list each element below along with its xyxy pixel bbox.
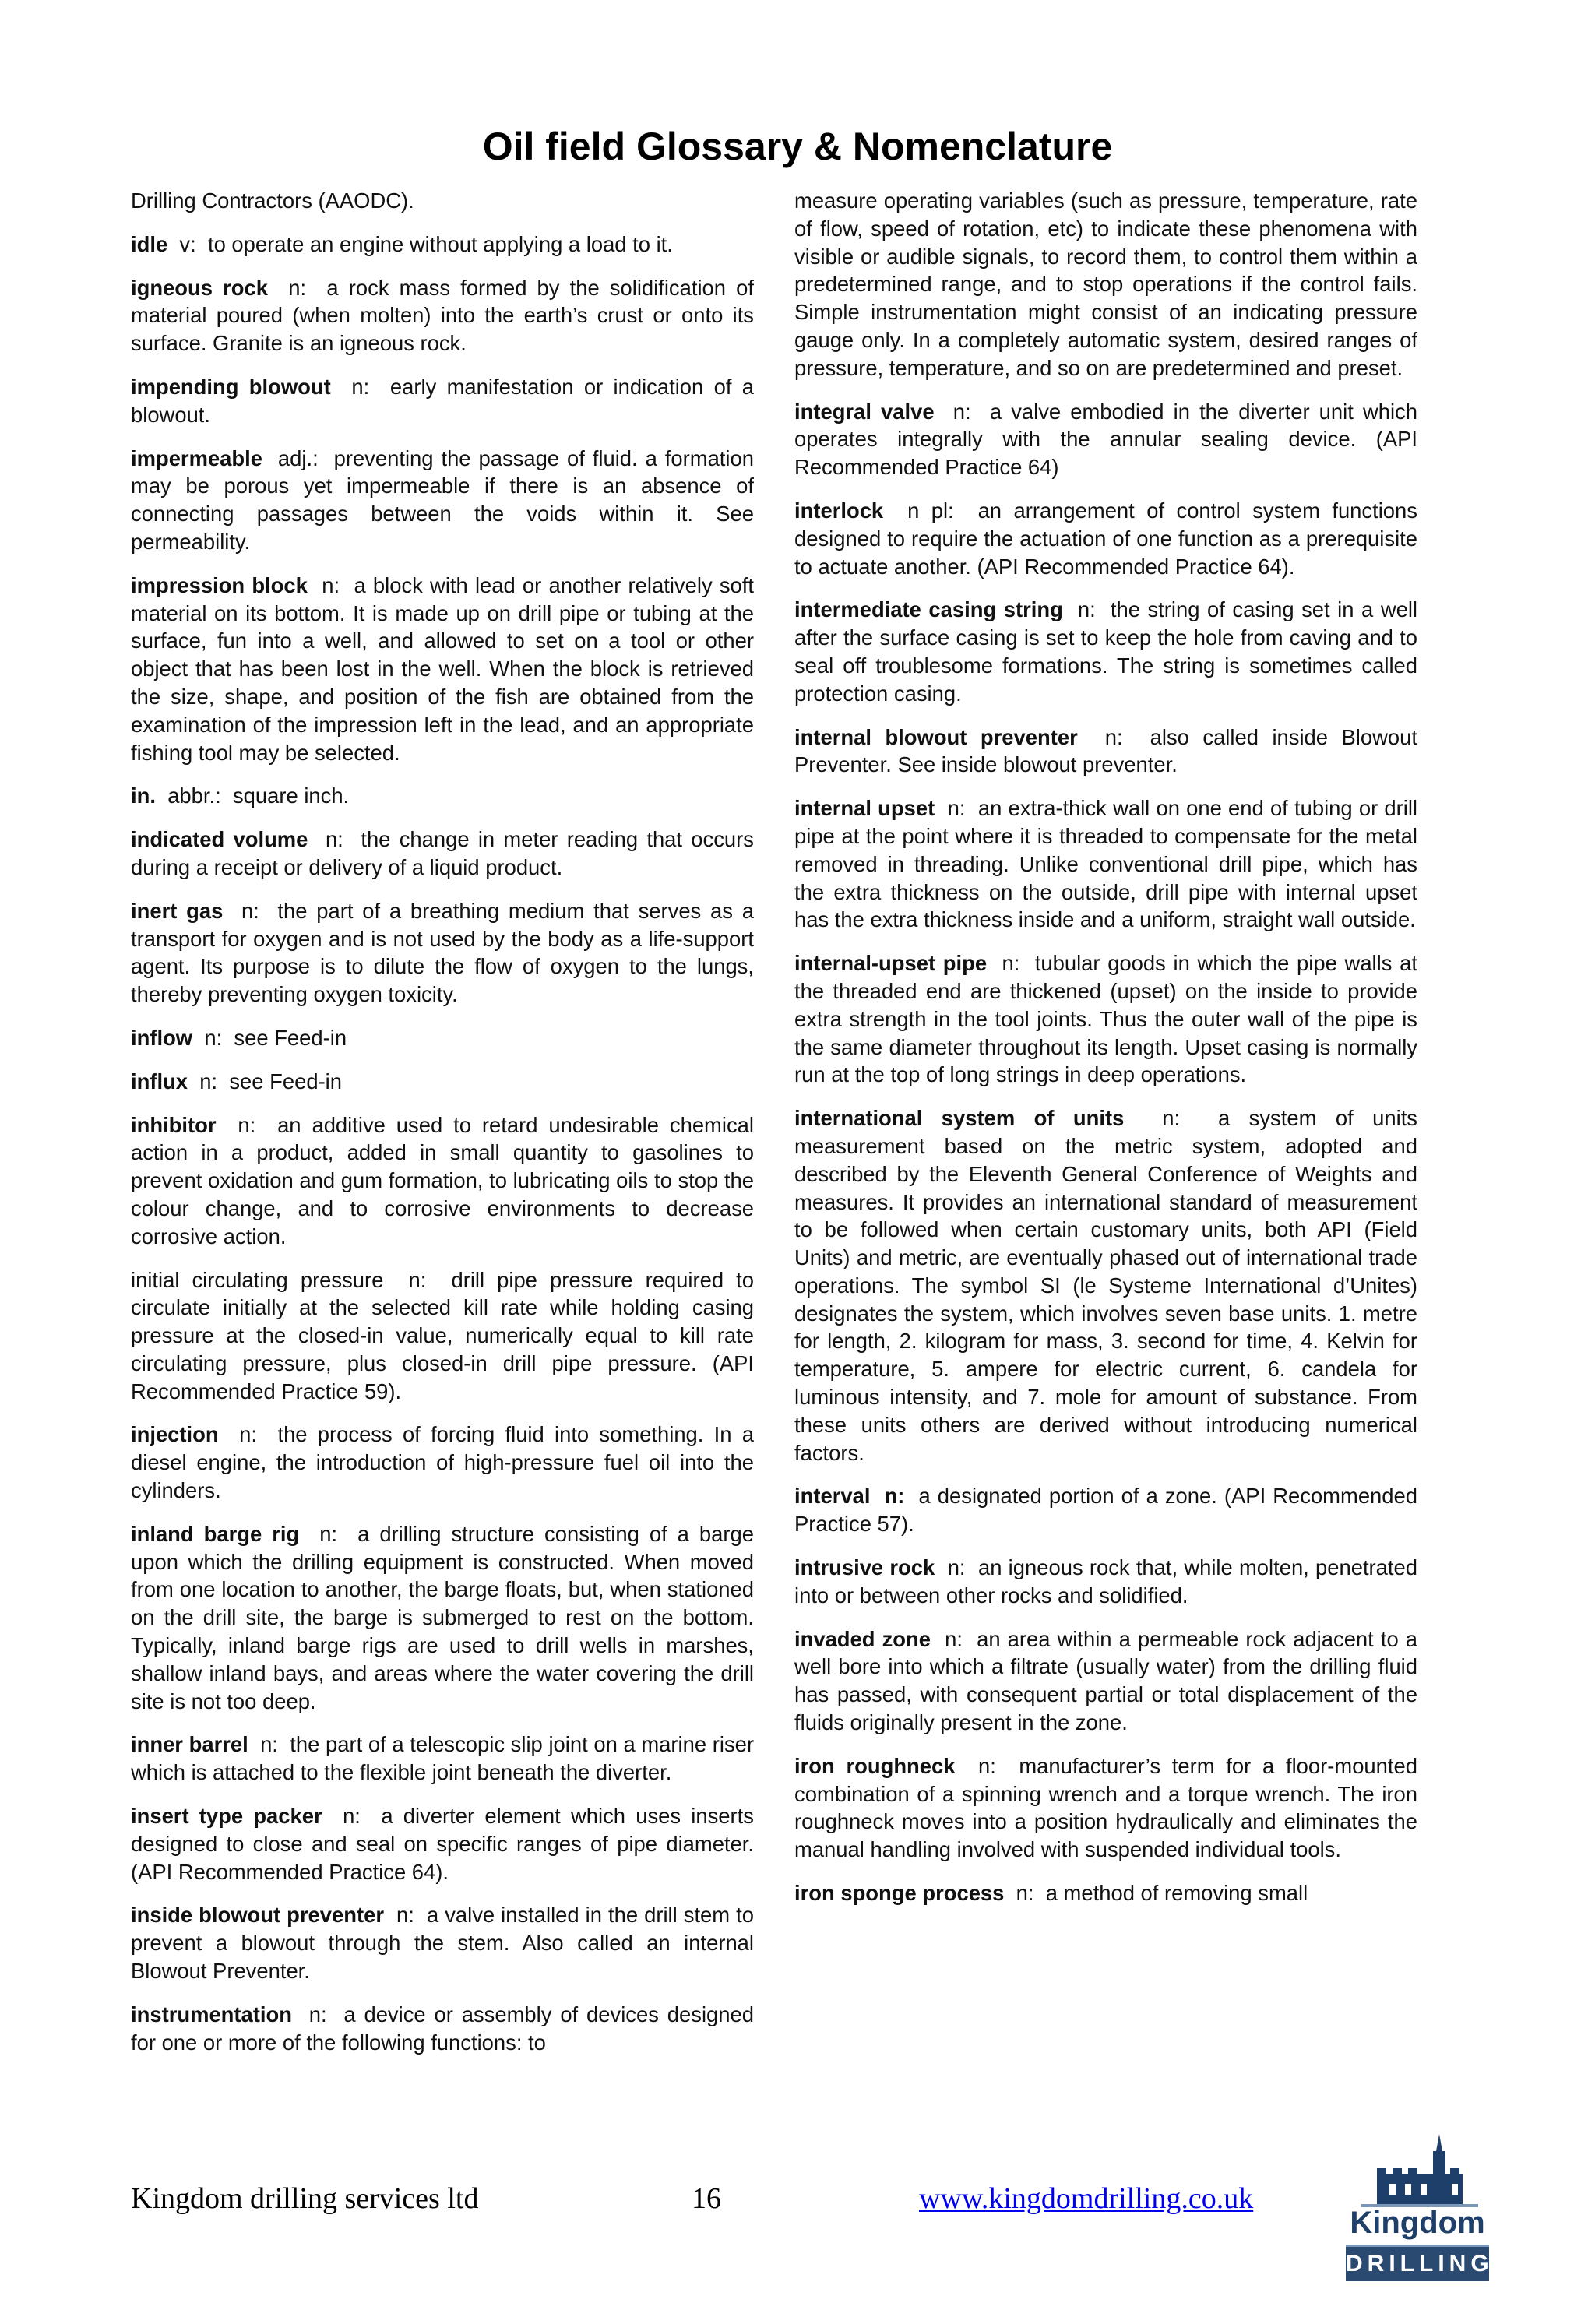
- part-of-speech: n:: [396, 1903, 414, 1928]
- footer-website-link[interactable]: www.kingdomdrilling.co.uk: [919, 2182, 1254, 2215]
- glossary-term: influx: [131, 1069, 188, 1093]
- part-of-speech: n:: [343, 1804, 361, 1829]
- glossary-entry: [131, 897, 754, 1009]
- part-of-speech: n:: [1077, 597, 1096, 622]
- glossary-definition: manufacturer’s term for a floor-mounted combination of a spinning wrench and a torque wrench. The iron roughneck moves into a position hydraulically and eliminates the manual handling involved with suspended individual tools.: [794, 1753, 1417, 1862]
- glossary-entry: [131, 274, 754, 357]
- glossary-entry: [131, 2001, 754, 2057]
- glossary-definition: a method of removing small: [1045, 1881, 1308, 1906]
- footer-page-number: 16: [692, 2182, 721, 2215]
- part-of-speech: adj.:: [277, 445, 319, 470]
- glossary-definition: a system of units measurement based on the metric system, adopted and described by the Eleventh General Conference of Weights and measures. It provides an international standard of measurement to be followed when certain customary units, both API (Field Units) and metric, are eventually phased out of international trade operations. The symbol SI (le Systeme International d’Unites) designates the system, which involves seven base units. 1. metre for length, 2. kilogram for mass, 3. second for time, 4. Kelvin for temperature, 5. ampere for electric current, 6. candela for luminous intensity, and 7. mole for amount of substance. From these units others are derived without introducing numerical factors.: [794, 1106, 1417, 1465]
- glossary-term: indicated volume: [131, 827, 308, 852]
- part-of-speech: n:: [952, 399, 971, 424]
- glossary-entry: [794, 1482, 1417, 1538]
- glossary-definition: an igneous rock that, while molten, penetrated into or between other rocks and solidified.: [794, 1555, 1417, 1607]
- glossary-term: inhibitor: [131, 1112, 217, 1137]
- glossary-definition: a diverter element which uses inserts designed to close and seal on specific ranges of pipe diameter. (API Recommended Practice 64).: [131, 1804, 754, 1884]
- glossary-entry: [794, 596, 1417, 707]
- glossary-entry: [794, 497, 1417, 580]
- entry-list: [131, 231, 754, 2057]
- glossary-term: insert type packer: [131, 1804, 322, 1829]
- glossary-term: iron roughneck: [794, 1753, 956, 1778]
- glossary-entry: [794, 398, 1417, 481]
- glossary-term: inert gas: [131, 898, 224, 923]
- glossary-entry: [794, 949, 1417, 1089]
- castle-tower-icon: [1346, 2134, 1489, 2209]
- glossary-term: interval: [794, 1484, 871, 1509]
- glossary-term: internal blowout preventer: [794, 724, 1078, 749]
- part-of-speech: n:: [325, 827, 343, 852]
- glossary-entry: [131, 782, 754, 810]
- glossary-definition: a rock mass formed by the solidification of material poured (when molten) into the earth’s crust or onto its surface. Granite is an igneous rock.: [131, 275, 754, 356]
- glossary-term: interlock: [794, 498, 884, 523]
- glossary-definition: the part of a breathing medium that serves as a transport for oxygen and is not used by the body as a life-support agent. Its purpose is to dilute the flow of oxygen to the lungs, thereby preventing oxygen toxicity.: [131, 898, 754, 1007]
- glossary-entry: [794, 1879, 1417, 1907]
- part-of-speech: n:: [1162, 1106, 1181, 1131]
- glossary-term: intrusive rock: [794, 1555, 935, 1580]
- glossary-definition: the process of forcing fluid into something. In a diesel engine, the introduction of high-pressure fuel oil into the cylinders.: [131, 1422, 754, 1503]
- part-of-speech: n:: [978, 1753, 996, 1778]
- glossary-entry: [131, 1068, 754, 1096]
- glossary-term: injection: [131, 1422, 219, 1447]
- continuation-text: measure operating variables (such as pressure, temperature, rate of flow, speed of rotation, etc) to indicate these phenomena with visible or audible signals, to record them, to control them within a predetermined range, and to stop operations if the control fails. Simple instrumentation might consist of an indicating pressure gauge only. In a completely automatic system, desired ranges of pressure, temperature, and so on are predetermined and preset.: [794, 188, 1417, 380]
- glossary-term: inflow: [131, 1025, 193, 1050]
- glossary-definition: drill pipe pressure required to circulate initially at the selected kill rate while holding casing pressure at the closed-in value, numerically equal to kill rate circulating pressure, plus closed-in drill pipe pressure. (API Recommended Practice 59).: [131, 1267, 754, 1403]
- footer-company-name: Kingdom drilling services ltd: [131, 2182, 479, 2215]
- glossary-term: impermeable: [131, 445, 262, 470]
- glossary-entry: [131, 445, 754, 556]
- part-of-speech: n:: [322, 572, 340, 597]
- glossary-definition: also called inside Blowout Preventer. See inside blowout preventer.: [794, 724, 1417, 777]
- glossary-term: invaded zone: [794, 1626, 931, 1651]
- glossary-entry: [794, 1554, 1417, 1610]
- glossary-definition: preventing the passage of fluid. a formation may be porous yet impermeable if there is an absence of connecting passages between the voids within it. See permeability.: [131, 445, 754, 554]
- glossary-entry: [131, 1421, 754, 1504]
- part-of-speech: n:: [1002, 951, 1020, 976]
- part-of-speech: n:: [319, 1521, 338, 1546]
- glossary-definition: the change in meter reading that occurs during a receipt or delivery of a liquid product.: [131, 827, 754, 879]
- part-of-speech: n:: [260, 1732, 278, 1757]
- glossary-term: intermediate casing string: [794, 597, 1063, 622]
- glossary-entry: [131, 231, 754, 259]
- glossary-entry: [131, 1520, 754, 1716]
- part-of-speech: abbr.:: [167, 783, 221, 808]
- glossary-definition: tubular goods in which the pipe walls at the threaded end are thickened (upset) on the inside to provide extra strength in the tool joints. Thus the outer wall of the pipe is the same diameter throughout its length. Upset casing is normally run at the top of long strings in deep operations.: [794, 951, 1417, 1087]
- glossary-column-right: [794, 187, 1417, 1923]
- glossary-entry: [794, 724, 1417, 780]
- glossary-term: impending blowout: [131, 374, 331, 399]
- glossary-term: instrumentation: [131, 2002, 292, 2026]
- part-of-speech: n:: [241, 898, 259, 923]
- logo-subtitle-band: DRILLING: [1346, 2245, 1489, 2281]
- part-of-speech: v:: [179, 231, 196, 256]
- glossary-entry: [794, 794, 1417, 934]
- part-of-speech: n:: [351, 374, 370, 399]
- glossary-definition: early manifestation or indication of a blowout.: [131, 374, 754, 427]
- part-of-speech: n:: [1104, 724, 1123, 749]
- part-of-speech: n:: [408, 1267, 427, 1292]
- glossary-term: internal-upset pipe: [794, 951, 988, 976]
- logo-wordmark: Kingdom: [1350, 2206, 1485, 2240]
- glossary-definition: see Feed-in: [234, 1025, 347, 1050]
- part-of-speech: n:: [288, 275, 307, 300]
- glossary-term: iron sponge process: [794, 1881, 1005, 1906]
- glossary-definition: a device or assembly of devices designed for one or more of the following functions: to: [131, 2002, 754, 2055]
- glossary-term: international system of units: [794, 1106, 1125, 1131]
- glossary-entry: [131, 1111, 754, 1251]
- glossary-term: inner barrel: [131, 1732, 248, 1757]
- glossary-definition: an area within a permeable rock adjacent to a well bore into which a filtrate (usually water) from the drilling fluid has passed, with consequent partial or total displacement of the fluids originally present in the zone.: [794, 1626, 1417, 1735]
- glossary-entry: [131, 572, 754, 767]
- glossary-definition: an extra-thick wall on one end of tubing or drill pipe at the point where it is threaded to compensate for the metal removed in threading. Unlike conventional drill pipe, which has the extra thickness on the outside, drill pipe with internal upset has the extra thickness inside and a uniform, straight wall outside.: [794, 796, 1417, 932]
- entry-list: [794, 398, 1417, 1907]
- glossary-term: inside blowout preventer: [131, 1903, 384, 1928]
- glossary-entry: [794, 1625, 1417, 1737]
- glossary-definition: square inch.: [232, 783, 350, 808]
- glossary-definition: a valve installed in the drill stem to prevent a blowout through the stem. Also called an internal Blowout Preventer.: [131, 1903, 754, 1984]
- glossary-entry: [131, 1731, 754, 1787]
- part-of-speech: n:: [308, 2002, 327, 2026]
- part-of-speech: n:: [204, 1025, 223, 1050]
- glossary-entry: [794, 1104, 1417, 1467]
- part-of-speech: n:: [945, 1626, 963, 1651]
- part-of-speech: n:: [947, 796, 966, 821]
- glossary-definition: a valve embodied in the diverter unit which operates integrally with the annular sealing device. (API Recommended Practice 64): [794, 399, 1417, 480]
- glossary-definition: the string of casing set in a well after the surface casing is set to keep the hole from caving and to seal off troublesome formations. The string is sometimes called protection casing.: [794, 597, 1418, 706]
- glossary-definition: a drilling structure consisting of a barge upon which the drilling equipment is constructed. When moved from one location to another, the barge floats, but, when stationed on the drill site, the barge is submerged to rest on the bottom. Typically, inland barge rigs are used to drill wells in marshes, shallow inland bays, and areas where the water covering the drill site is not too deep.: [131, 1521, 754, 1713]
- part-of-speech: n:: [238, 1112, 256, 1137]
- page-title: Oil field Glossary & Nomenclature: [482, 125, 1113, 168]
- glossary-term: initial circulating pressure: [131, 1267, 384, 1292]
- glossary-definition: an arrangement of control system functions designed to require the actuation of one function as a prerequisite to actuate another. (API Recommended Practice 64).: [794, 498, 1417, 579]
- part-of-speech: n:: [1016, 1881, 1034, 1906]
- part-of-speech: n pl:: [907, 498, 954, 523]
- glossary-entry: [131, 373, 754, 429]
- glossary-definition: a block with lead or another relatively soft material on its bottom. It is made up on drill pipe or tubing at the surface, fun into a well, and allowed to set on a tool or other object that has been lost in the well. When the block is retrieved the size, shape, and position of the fish are obtained from the examination of the impression left in the lead, and an appropriate fishing tool may be selected.: [131, 572, 754, 765]
- glossary-entry: [131, 1266, 754, 1406]
- glossary-term: igneous rock: [131, 275, 268, 300]
- glossary-definition: a designated portion of a zone. (API Recommended Practice 57).: [794, 1484, 1417, 1537]
- glossary-term: integral valve: [794, 399, 935, 424]
- glossary-term: in.: [131, 783, 156, 808]
- glossary-definition: to operate an engine without applying a load to it.: [207, 231, 673, 256]
- glossary-entry: [794, 1752, 1417, 1864]
- glossary-term: impression block: [131, 572, 308, 597]
- glossary-term: idle: [131, 231, 168, 256]
- part-of-speech: n:: [199, 1069, 218, 1093]
- continuation-text: Drilling Contractors (AAODC).: [131, 188, 414, 213]
- glossary-entry: [131, 1802, 754, 1886]
- part-of-speech: n:: [884, 1484, 905, 1509]
- glossary-definition: the part of a telescopic slip joint on a marine riser which is attached to the flexible joint beneath the diverter.: [131, 1732, 754, 1785]
- glossary-term: internal upset: [794, 796, 935, 821]
- glossary-entry: [131, 1901, 754, 1984]
- glossary-entry: [131, 826, 754, 882]
- glossary-definition: an additive used to retard undesirable chemical action in a product, added in small quantity to gasolines to prevent oxidation and gum formation, to lubricating oils to stop the colour change, and to corrosive environments to decrease corrosive action.: [131, 1112, 754, 1248]
- glossary-term: inland barge rig: [131, 1521, 300, 1546]
- part-of-speech: n:: [239, 1422, 257, 1447]
- glossary-entry: [131, 1024, 754, 1052]
- part-of-speech: n:: [947, 1555, 966, 1580]
- kingdom-drilling-logo: [1346, 2134, 1494, 2282]
- glossary-definition: see Feed-in: [229, 1069, 343, 1093]
- glossary-column-left: [131, 187, 754, 2072]
